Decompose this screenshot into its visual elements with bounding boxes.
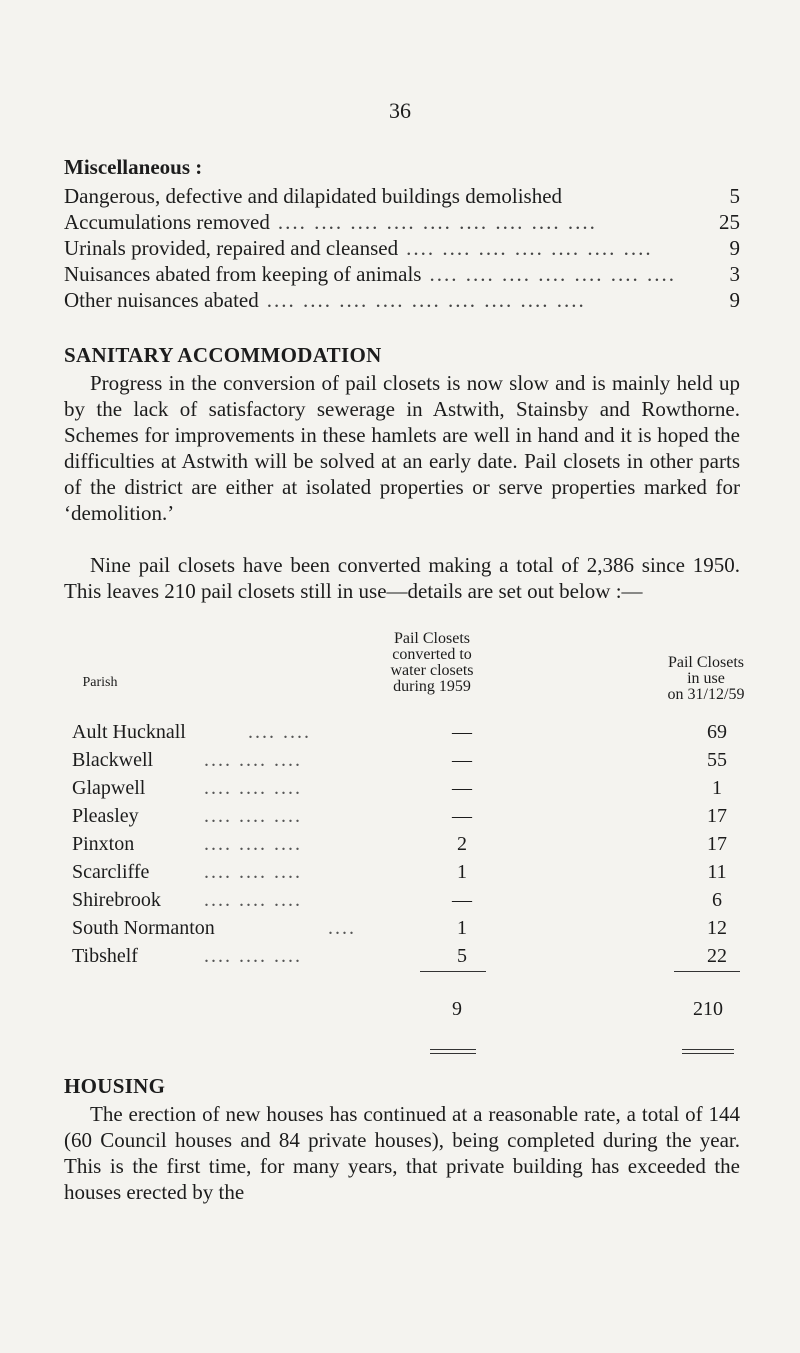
parish-name: South Normanton (72, 917, 215, 939)
misc-item-label: Urinals provided, repaired and cleansed (64, 236, 399, 260)
leader-dots: .... .... .... (204, 833, 302, 855)
in-use-count: 17 (707, 833, 727, 855)
converted-count: 1 (457, 917, 467, 939)
misc-item-value: 5 (729, 184, 740, 208)
double-rule-in-use (682, 1049, 734, 1050)
double-rule-in-use (682, 1053, 734, 1054)
column-header-in-use-line: Pail Closets (667, 654, 744, 671)
sanitary-paragraph-1-text: Progress in the conversion of pail closets is now slow and is mainly held up by the lack of satisfactory sewerage in Astwith, Stainsby and Rowthorne. Schemes for improvements in these hamlets are well in hand and it is hoped the difficulties at Astwith will be solved at an early date. Pail closets in other parts of the district are either at isolated properties or serve properties marked for ‘demolition.’ (64, 371, 740, 525)
parish-name: Shirebrook (72, 889, 161, 911)
column-header-parish: Parish (82, 675, 118, 690)
column-header-in-use (636, 655, 776, 703)
pail-closets-table (72, 718, 740, 970)
parish-name: Pleasley (72, 805, 139, 827)
misc-item-value: 25 (719, 210, 740, 234)
misc-item (64, 235, 740, 261)
table-row (72, 718, 740, 746)
total-converted: 9 (452, 998, 462, 1020)
sanitary-paragraph-2-text: Nine pail closets have been converted making a total of 2,386 since 1950. This leaves 210 pail closets still in use—details are set out below :— (64, 553, 740, 603)
column-header-converted (362, 631, 502, 695)
table-row (72, 830, 740, 858)
housing-paragraph-text: The erection of new houses has continued at a reasonable rate, a total of 144 (60 Council houses and 84 private houses), being completed during the year. This is the first time, for many years, that private building has exceeded the houses erected by the (64, 1102, 740, 1204)
housing-paragraph (64, 1101, 740, 1205)
table-row (72, 774, 740, 802)
parish-name: Ault Hucknall (72, 721, 186, 743)
table-row (72, 914, 740, 942)
miscellaneous-list (64, 183, 740, 313)
in-use-count: 17 (707, 805, 727, 827)
housing-heading: HOUSING (64, 1074, 166, 1098)
column-header-converted-line: water closets (390, 662, 474, 679)
converted-count: — (452, 777, 472, 799)
leader-dots: .... .... .... .... .... .... .... .... .... (266, 288, 586, 312)
misc-item-label: Accumulations removed (64, 210, 270, 234)
parish-name: Tibshelf (72, 945, 138, 967)
column-header-converted-line: converted to (392, 646, 472, 663)
misc-item (64, 261, 740, 287)
table-row (72, 858, 740, 886)
leader-dots: .... (328, 917, 356, 939)
table-row (72, 802, 740, 830)
parish-name: Glapwell (72, 777, 146, 799)
in-use-count: 6 (712, 889, 722, 911)
miscellaneous-heading: Miscellaneous : (64, 155, 203, 179)
double-rule-converted (430, 1049, 476, 1050)
sanitary-paragraph-2 (64, 552, 740, 604)
column-header-in-use-line: on 31/12/59 (667, 686, 745, 703)
table-row (72, 886, 740, 914)
in-use-count: 11 (707, 861, 727, 883)
total-rule-converted (420, 971, 486, 972)
converted-count: — (452, 889, 472, 911)
misc-item-label: Dangerous, defective and dilapidated buildings demolished (64, 184, 563, 208)
in-use-count: 12 (707, 917, 727, 939)
column-header-converted-line: Pail Closets (393, 630, 470, 647)
leader-dots: .... .... .... (204, 889, 302, 911)
in-use-count: 22 (707, 945, 727, 967)
leader-dots: .... .... .... .... .... .... .... (406, 236, 653, 260)
leader-dots: .... .... .... (204, 805, 302, 827)
table-row (72, 746, 740, 774)
table-row (72, 942, 740, 970)
sanitary-heading: SANITARY ACCOMMODATION (64, 343, 382, 367)
leader-dots: .... .... .... (204, 777, 302, 799)
misc-item-value: 3 (729, 262, 740, 286)
sanitary-paragraph-1 (64, 370, 740, 526)
converted-count: — (452, 721, 472, 743)
misc-item-label: Nuisances abated from keeping of animals (64, 262, 422, 286)
column-header-in-use-line: in use (687, 670, 725, 687)
misc-item-label: Other nuisances abated (64, 288, 259, 312)
misc-item (64, 183, 740, 209)
page-number: 36 (389, 98, 411, 123)
converted-count: 5 (457, 945, 467, 967)
converted-count: — (452, 805, 472, 827)
in-use-count: 69 (707, 721, 727, 743)
total-rule-in-use (674, 971, 740, 972)
double-rule-converted (430, 1053, 476, 1054)
converted-count: 1 (457, 861, 467, 883)
misc-item-value: 9 (729, 288, 740, 312)
leader-dots: .... .... .... (204, 749, 302, 771)
misc-item (64, 287, 740, 313)
parish-name: Blackwell (72, 749, 154, 771)
leader-dots: .... .... .... .... .... .... .... (429, 262, 676, 286)
in-use-count: 1 (712, 777, 722, 799)
converted-count: — (452, 749, 472, 771)
total-in-use: 210 (693, 998, 723, 1020)
parish-name: Scarcliffe (72, 861, 150, 883)
misc-item (64, 209, 740, 235)
leader-dots: .... .... .... (204, 945, 302, 967)
leader-dots: .... .... .... (204, 861, 302, 883)
parish-name: Pinxton (72, 833, 135, 855)
converted-count: 2 (457, 833, 467, 855)
column-header-converted-line: during 1959 (393, 678, 471, 695)
leader-dots: .... .... .... .... .... .... .... .... .... (277, 210, 597, 234)
leader-dots: .... .... (248, 721, 311, 743)
misc-item-value: 9 (729, 236, 740, 260)
in-use-count: 55 (707, 749, 727, 771)
